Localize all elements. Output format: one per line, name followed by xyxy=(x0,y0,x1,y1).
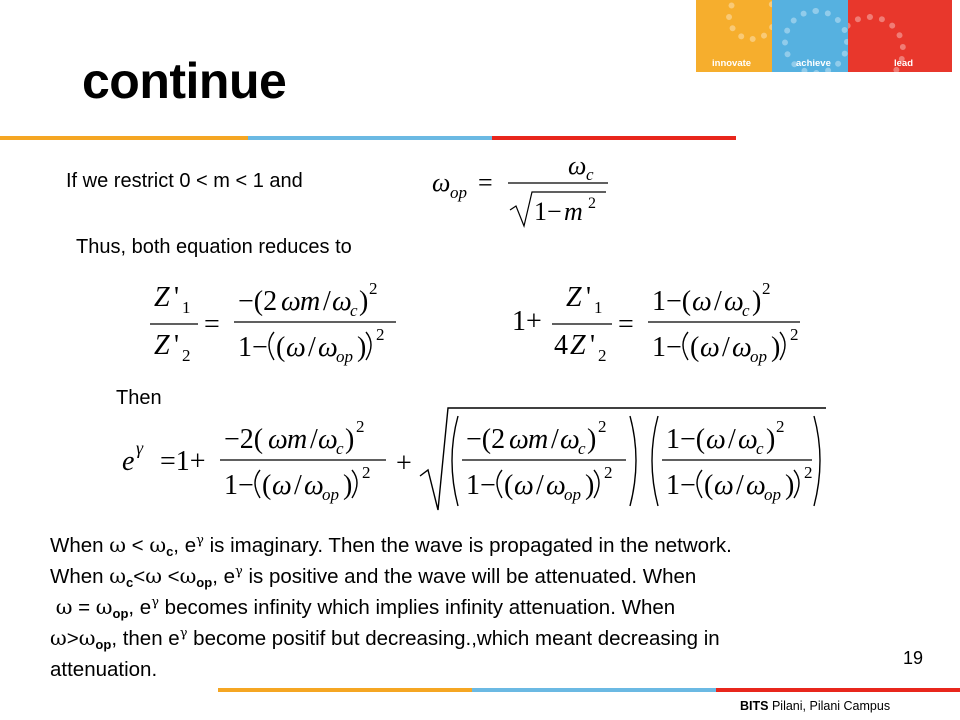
text-fragment: When xyxy=(50,534,110,557)
explanation-paragraph xyxy=(50,530,950,685)
svg-text:=: = xyxy=(618,309,634,340)
subscript: op xyxy=(112,606,129,621)
svg-text:/: / xyxy=(294,470,302,501)
svg-text:): ) xyxy=(359,286,369,317)
omega-symbol: ω xyxy=(109,564,126,588)
svg-text:(: ( xyxy=(504,470,514,501)
svg-text:): ) xyxy=(587,424,597,455)
logo-label-achieve: achieve xyxy=(796,58,831,69)
svg-text:1: 1 xyxy=(594,298,603,317)
svg-text:1: 1 xyxy=(182,298,191,317)
svg-text:c: c xyxy=(350,301,358,320)
svg-text:2: 2 xyxy=(598,417,607,436)
svg-text:/: / xyxy=(736,470,744,501)
svg-text:1−: 1− xyxy=(238,332,268,363)
omega-symbol: ω xyxy=(55,595,73,619)
svg-text:−(2: −(2 xyxy=(466,424,506,455)
svg-text:ω: ω xyxy=(732,332,752,363)
omega-op-formula xyxy=(428,146,618,230)
restrict-text: If we restrict 0 < m < 1 and xyxy=(66,170,303,192)
paragraph-line-3 xyxy=(50,592,950,623)
svg-text:ω: ω xyxy=(332,286,352,317)
text-fragment: = xyxy=(72,596,96,619)
svg-text:(: ( xyxy=(276,332,286,363)
svg-text:': ' xyxy=(174,330,180,361)
subscript: op xyxy=(95,637,112,652)
svg-text:ω: ω xyxy=(318,424,338,455)
svg-text:ω: ω xyxy=(304,470,324,501)
svg-text:Z: Z xyxy=(154,330,170,361)
svg-text:2: 2 xyxy=(376,325,385,344)
svg-text:c: c xyxy=(586,165,594,184)
paragraph-line-5: attenuation. xyxy=(50,658,158,681)
svg-text:1−: 1− xyxy=(534,197,562,226)
text-fragment: , e xyxy=(128,596,152,619)
omega-symbol: ω xyxy=(149,533,167,557)
svg-text:1+: 1+ xyxy=(512,306,542,337)
svg-text:2: 2 xyxy=(776,417,785,436)
svg-text:ω: ω xyxy=(714,470,734,501)
svg-text:m: m xyxy=(300,286,321,317)
svg-text:=: = xyxy=(478,168,493,197)
footer-campus-text: Pilani, Pilani Campus xyxy=(768,699,891,713)
svg-text:2: 2 xyxy=(182,346,191,365)
then-text: Then xyxy=(116,387,162,409)
svg-text:1−: 1− xyxy=(466,470,496,501)
svg-text:2: 2 xyxy=(762,279,771,298)
svg-text:): ) xyxy=(585,470,595,501)
svg-text:Z: Z xyxy=(570,330,586,361)
svg-text:2: 2 xyxy=(598,346,607,365)
svg-text:): ) xyxy=(343,470,353,501)
text-fragment: , e xyxy=(212,565,235,588)
footer-bar-blue xyxy=(472,688,716,692)
svg-text:c: c xyxy=(336,439,344,458)
svg-text:op: op xyxy=(764,485,781,504)
svg-text:': ' xyxy=(174,282,180,313)
svg-text:/: / xyxy=(308,332,316,363)
impedance-sum-equation xyxy=(506,268,806,368)
svg-text:2: 2 xyxy=(604,463,613,482)
omega-symbol: ω xyxy=(179,564,197,588)
svg-text:': ' xyxy=(586,282,592,313)
svg-text:): ) xyxy=(771,332,781,363)
text-fragment: , then e xyxy=(111,627,180,650)
svg-text:op: op xyxy=(450,183,467,202)
gamma-superscript: γ xyxy=(196,533,204,548)
omega-symbol: ω xyxy=(50,626,67,650)
title-bar-blue xyxy=(248,136,492,140)
logo-lead xyxy=(848,0,952,72)
svg-text:2: 2 xyxy=(790,325,799,344)
svg-text:(: ( xyxy=(704,470,714,501)
logo-label-lead: lead xyxy=(894,58,914,69)
svg-text:c: c xyxy=(578,439,586,458)
svg-text:1−: 1− xyxy=(652,332,682,363)
svg-text:op: op xyxy=(750,347,767,366)
text-fragment: > xyxy=(66,627,79,650)
gamma-superscript: γ xyxy=(179,626,188,641)
svg-text:m: m xyxy=(287,424,308,455)
paragraph-line-4 xyxy=(50,623,950,654)
svg-text:1−: 1− xyxy=(666,470,696,501)
svg-text:2: 2 xyxy=(362,463,371,482)
title-bar-red xyxy=(492,136,736,140)
text-fragment: become positif but decreasing.,which meant decreasing in xyxy=(187,627,720,650)
svg-text:1−: 1− xyxy=(224,470,254,501)
svg-text:/: / xyxy=(714,286,722,317)
svg-text:=: = xyxy=(204,309,220,340)
svg-text:1−(: 1−( xyxy=(652,286,692,317)
svg-text:ω: ω xyxy=(700,332,720,363)
svg-text:ω: ω xyxy=(706,424,726,455)
svg-text:ω: ω xyxy=(746,470,766,501)
text-fragment: is positive and the wave will be attenuated. When xyxy=(242,565,697,588)
svg-text:γ: γ xyxy=(136,438,144,458)
omega-symbol: ω xyxy=(109,533,126,557)
svg-text:ω: ω xyxy=(692,286,712,317)
svg-text:2: 2 xyxy=(356,417,365,436)
footer-bar-orange xyxy=(218,688,472,692)
svg-text:e: e xyxy=(122,446,135,477)
omega-symbol: ω xyxy=(78,626,96,650)
svg-text:1−(: 1−( xyxy=(666,424,706,455)
svg-text:): ) xyxy=(766,424,776,455)
svg-text:−2(: −2( xyxy=(224,424,264,455)
svg-text:): ) xyxy=(357,332,367,363)
svg-text:/: / xyxy=(722,332,730,363)
omega-symbol: ω xyxy=(145,564,162,588)
footer-campus xyxy=(740,699,890,713)
propagation-constant-equation xyxy=(120,402,832,514)
svg-text:ω: ω xyxy=(272,470,292,501)
page-number: 19 xyxy=(903,648,924,668)
svg-text:+: + xyxy=(396,448,412,479)
subscript: op xyxy=(196,575,213,590)
svg-text:ω: ω xyxy=(514,470,534,501)
svg-text:c: c xyxy=(756,439,764,458)
svg-text:ω: ω xyxy=(318,332,338,363)
svg-text:): ) xyxy=(752,286,762,317)
svg-text:op: op xyxy=(336,347,353,366)
text-fragment: becomes infinity which implies infinity attenuation. When xyxy=(158,596,676,619)
paragraph-line-2 xyxy=(50,561,950,592)
svg-text:ω: ω xyxy=(432,168,451,197)
svg-text:/: / xyxy=(310,424,318,455)
svg-text:op: op xyxy=(322,485,339,504)
svg-text:(: ( xyxy=(690,332,700,363)
logo-innovate xyxy=(696,0,772,72)
text-fragment: < xyxy=(161,565,180,588)
paragraph-line-1 xyxy=(50,530,950,561)
omega-symbol: ω xyxy=(95,595,113,619)
svg-text:): ) xyxy=(785,470,795,501)
text-fragment: < xyxy=(125,534,150,557)
text-fragment: < xyxy=(133,565,146,588)
svg-text:2: 2 xyxy=(588,195,596,212)
gamma-superscript: γ xyxy=(151,595,159,610)
svg-text:/: / xyxy=(323,286,331,317)
svg-text:Z: Z xyxy=(566,282,582,313)
svg-text:m: m xyxy=(564,197,583,226)
svg-text:(: ( xyxy=(262,470,272,501)
svg-text:): ) xyxy=(345,424,355,455)
svg-text:ω: ω xyxy=(724,286,744,317)
svg-text:op: op xyxy=(564,485,581,504)
subscript: c xyxy=(125,575,134,590)
svg-text:ω: ω xyxy=(268,424,288,455)
svg-text:ω: ω xyxy=(738,424,758,455)
svg-text:m: m xyxy=(528,424,549,455)
logo-label-innovate: innovate xyxy=(712,58,752,69)
svg-text:=1+: =1+ xyxy=(160,446,206,477)
svg-text:ω: ω xyxy=(546,470,566,501)
svg-text:ω: ω xyxy=(568,151,587,180)
svg-text:/: / xyxy=(728,424,736,455)
text-fragment: is imaginary. Then the wave is propagated in the network. xyxy=(203,534,732,557)
svg-text:/: / xyxy=(551,424,559,455)
svg-text:−(2: −(2 xyxy=(238,286,278,317)
thus-text: Thus, both equation reduces to xyxy=(76,236,352,258)
svg-text:ω: ω xyxy=(509,424,529,455)
svg-text:ω: ω xyxy=(286,332,306,363)
title-bar-orange xyxy=(0,136,248,140)
svg-text:2: 2 xyxy=(804,463,813,482)
svg-text:/: / xyxy=(536,470,544,501)
svg-text:': ' xyxy=(590,330,596,361)
text-fragment: When xyxy=(50,565,110,588)
svg-text:2: 2 xyxy=(369,279,378,298)
gamma-superscript: γ xyxy=(234,564,243,579)
slide-title: continue xyxy=(82,53,287,109)
logo-achieve xyxy=(772,0,848,72)
subscript: c xyxy=(166,544,174,559)
text-fragment: , e xyxy=(173,534,197,557)
footer-bits: BITS xyxy=(740,699,769,713)
svg-text:c: c xyxy=(742,301,750,320)
svg-text:4: 4 xyxy=(554,330,568,361)
svg-text:Z: Z xyxy=(154,282,170,313)
svg-text:ω: ω xyxy=(281,286,301,317)
svg-text:ω: ω xyxy=(560,424,580,455)
footer-bar-red xyxy=(716,688,960,692)
bits-logo xyxy=(696,0,952,72)
impedance-ratio-equation xyxy=(140,268,410,368)
